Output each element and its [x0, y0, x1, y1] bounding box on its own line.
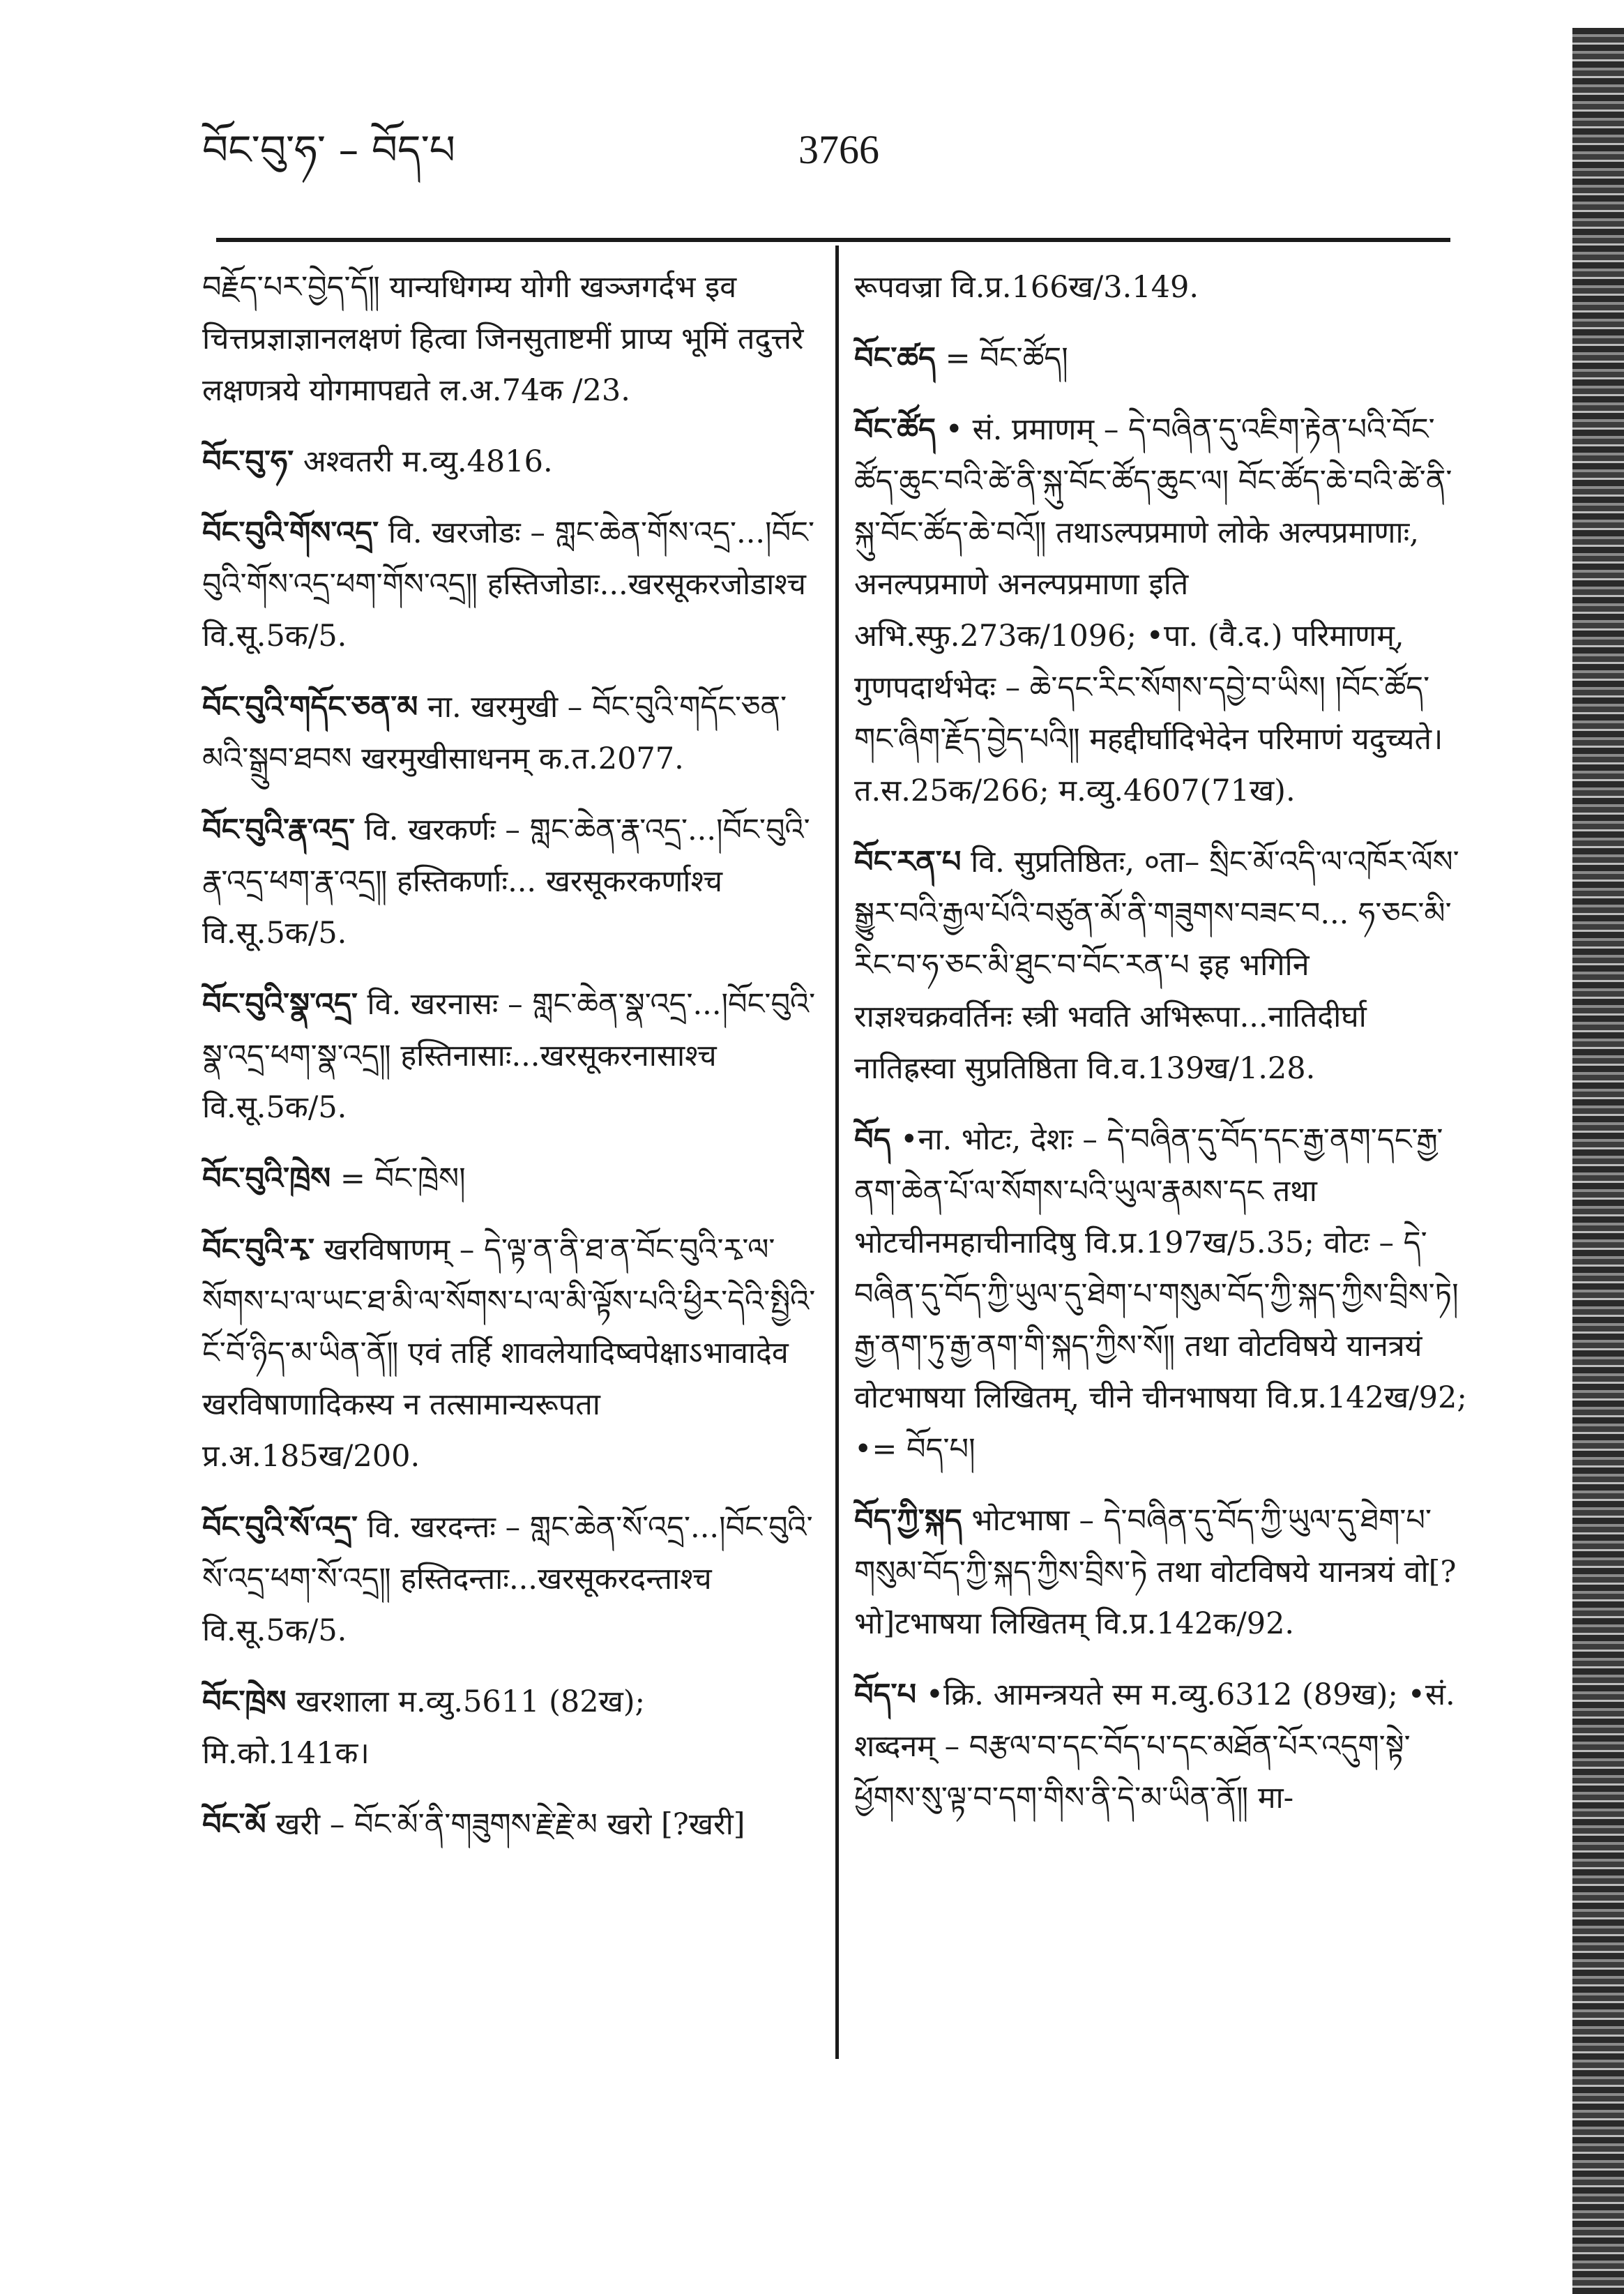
- entry-body: खरविषाणम् – དེ་ལྟ་ན་ནི་ཐ་ན་བོང་བུའི་རྭ་ལ་སོགས་པ་ལ་ཡང་ཐ་མི་ལ་སོགས་པ་ལ་མི་ལྟོས་པའི་ཕྱིར་དེའི་སྤྱིའི་ངོ་བོ་ཉིད་མ་ཡིན་ནོ༎ एवं तर्हि शावलेयादिष्वपेक्षाऽभावादेव खरविषाणादिकस्य न तत्सामान्यरूपता प्र.अ.185ख/200.: [202, 1232, 816, 1474]
- entry-body: खरशाला म.व्यु.5611 (82ख); मि.को.141क।: [202, 1684, 646, 1771]
- entry-body: •ना. भोटः, देशः – དེ་བཞིན་དུ་བོད་དང་རྒྱ་ནག་དང་རྒྱ་ནག་ཆེན་པོ་ལ་སོགས་པའི་ཡུལ་རྣམས་དང तथा भोटचीनमहाचीनादिषु वि.प्र.197ख/5.35; वोटः – དེ་བཞིན་དུ་བོད་ཀྱི་ཡུལ་དུ་ཐེག་པ་གསུམ་བོད་ཀྱི་སྐད་ཀྱིས་བྲིས་ཏེ། རྒྱ་ནག་ཏུ་རྒྱ་ནག་གི་སྐད་ཀྱིས་སོ༎ तथा वोटविषये यानत्रयं वोटभाषया लिखितम्, चीने चीनभाषया वि.प्र.142ख/92; •= བོད་པ།: [854, 1122, 1467, 1467]
- dictionary-entry: [202, 507, 816, 662]
- running-head: བོང་བུ་ཧ་ – བོད་པ: [202, 126, 455, 174]
- entry-headword: བོང་བུའི་ཁྲེས: [202, 1161, 331, 1196]
- right-column: [854, 262, 1468, 1843]
- dictionary-entry: [202, 1153, 816, 1205]
- entry-body: •क्रि. आमन्त्रयते स्म म.व्यु.6312 (89ख); •सं. शब्दनम् – བརྩལ་བ་དང་བོད་པ་དང་མཐོན་པོར་འདུག་སྟེ་ཕྱོགས་སུ་ལྟ་བ་དག་གིས་ནི་དེ་མ་ཡིན་ནོ༎ मा-: [854, 1677, 1455, 1816]
- entry-headword: བོད་པ: [854, 1677, 917, 1712]
- dictionary-entry: [202, 1799, 816, 1850]
- entry-body: वि. खरकर्णः – གླང་ཆེན་རྣ་འདྲ་...།བོང་བུའི་རྣ་འདྲ་ཕག་རྣ་འདྲ༎ हस्तिकर्णाः... खरसूकरकर्णाश्च वि.सू.5क/5.: [202, 813, 810, 951]
- entry-headword: བོང་ཁྲེས: [202, 1684, 287, 1719]
- dictionary-entry: [854, 404, 1468, 817]
- entry-headword: བོང་བུའི་རྣ་འདྲ་: [202, 813, 356, 847]
- entry-headword: བོང་བུའི་རྭ་: [202, 1232, 314, 1267]
- entry-continuation: བརྗོད་པར་བྱེད་དོ༎ यान्यधिगम्य योगी खञ्जगर्दभ इव चित्तप्रज्ञाज्ञानलक्षणं हित्वा जिनसुताष्टमीं प्राप्य भूमिं तदुत्तरे लक्षणत्रये योगमापद्यते ल.अ.74क /23.: [202, 270, 804, 408]
- entry-headword: བོང་བུའི་གདོང་ཅན་མ: [202, 690, 418, 725]
- dictionary-entry: [854, 836, 1468, 1094]
- entry-body: वि. खरदन्तः – གླང་ཆེན་སོ་འདྲ་...།བོང་བུའི་སོ་འདྲ་ཕག་སོ་འདྲ༎ हस्तिदन्ताः...खरसूकरदन्ताश्च वि.सू.5क/5.: [202, 1510, 813, 1648]
- entry-body: भोटभाषा – དེ་བཞིན་དུ་བོད་ཀྱི་ཡུལ་དུ་ཐེག་པ་གསུམ་བོད་ཀྱི་སྐད་ཀྱིས་བྲིས་ཏེ तथा वोटविषये यानत्रयं वो[?भो]टभाषया लिखितम् वि.प्र.142क/92.: [854, 1503, 1457, 1641]
- entry-headword: བོང་བུའི་སྣ་འདྲ་: [202, 987, 358, 1022]
- dictionary-entry: [202, 979, 816, 1133]
- dictionary-entry: [202, 1502, 816, 1657]
- dictionary-entry: [854, 1495, 1468, 1650]
- entry-continuation: रूपवज्रा वि.प्र.166ख/3.149.: [854, 270, 1199, 305]
- dictionary-entry: [202, 681, 816, 785]
- entry-headword: བོད: [854, 1122, 891, 1157]
- entry-headword: བོང་བུའི་སོ་འདྲ་: [202, 1510, 358, 1545]
- dictionary-entry: [854, 333, 1468, 384]
- dictionary-entry: [202, 436, 816, 488]
- entry-headword: བོང་མོ: [202, 1807, 266, 1842]
- entry-headword: བོང་ཚད: [854, 341, 936, 376]
- entry-body: वि. खरनासः – གླང་ཆེན་སྣ་འདྲ་...།བོང་བུའི་སྣ་འདྲ་ཕག་སྣ་འདྲ༎ हस्तिनासाः...खरसूकरनासाश्च वि.सू.5क/5.: [202, 987, 816, 1125]
- dictionary-entry: [202, 1676, 816, 1779]
- column-divider: [835, 246, 839, 2059]
- scan-edge: [1572, 28, 1624, 2294]
- left-column: [202, 262, 816, 1870]
- entry-headword: བོང་བུ་ཧ་: [202, 444, 294, 479]
- entry-body: वि. सुप्रतिष्ठितः, ०ता– སྲིང་མོ་འདི་ལ་འཁོར་ལོས་སྒྱུར་བའི་རྒྱལ་པོའི་བཙུན་མོ་ནི་གཟུགས་བཟང་བ... ཧ་ཅང་མི་རིང་བ་ཧ་ཅང་མི་ཐུང་བ་བོང་རན་པ इह भगिनि राज्ञश्चक्रवर्तिनः स्त्री भवति अभिरूपा...नातिदीर्घा नातिह्रस्वा सुप्रतिष्ठिता वि.व.139ख/1.28.: [854, 845, 1459, 1086]
- page-number: 3766: [798, 127, 879, 172]
- dictionary-entry: [202, 804, 816, 959]
- entry-headword: བོང་རན་པ: [854, 845, 962, 880]
- dictionary-entry: [854, 1669, 1468, 1824]
- entry-body: • सं. प्रमाणम् – དེ་བཞིན་དུ་འཇིག་རྟེན་པའི་བོང་ཚོད་ཆུང་བའི་ཚེ་ནི་སྐུ་བོང་ཚོད་ཆུང་ལ། བོང་ཚོད་ཆེ་བའི་ཚེ་ནི་སྐུ་བོང་ཚོད་ཆེ་བའོ༎ तथाऽल्पप्रमाणे लोके अल्पप्रमाणाः, अनल्पप्रमाणे अनल्पप्रमाणा इति अभि.स्फु.273क/1096; •पा. (वै.द.) परिमाणम्, गुणपदार्थभेदः – ཆེ་དང་རིང་སོགས་དབྱེ་བ་ཡིས། །བོང་ཚོད་གང་ཞིག་རྗོད་བྱེད་པའི༎ महद्दीर्घादिभेदेन परिमाणं यदुच्यते। त.स.25क/266; म.व्यु.4607(71ख).: [854, 412, 1452, 808]
- entry-body: ना. खरमुखी – བོང་བུའི་གདོང་ཅན་མའི་སྒྲུབ་ཐབས खरमुखीसाधनम् क.त.2077.: [202, 690, 787, 776]
- entry-body: = བོང་ཁྲེས།: [340, 1161, 466, 1196]
- entry-body: वि. खरजोडः – གླང་ཆེན་གོས་འདྲ་...།བོང་བུའི་གོས་འདྲ་ཕག་གོས་འདྲ༎ हस्तिजोडाः...खरसूकरजोडाश्च वि.सू.5क/5.: [202, 515, 814, 654]
- entry-body: खरी – བོང་མོ་ནི་གཟུགས་རྗེ་རྗེ་མ खरो [?खरी]: [275, 1807, 745, 1842]
- dictionary-entry: [202, 1224, 816, 1482]
- header-rule: [216, 238, 1450, 242]
- entry-headword: བོད་ཀྱི་སྐད: [854, 1503, 962, 1538]
- entry-body: = བོང་ཚོད།: [945, 341, 1068, 376]
- entry-headword: བོང་བུའི་གོས་འདྲ་: [202, 515, 379, 550]
- entry-body: अश्वतरी म.व्यु.4816.: [303, 444, 553, 479]
- dictionary-entry: [854, 1114, 1468, 1475]
- entry-headword: བོང་ཚོད: [854, 412, 936, 447]
